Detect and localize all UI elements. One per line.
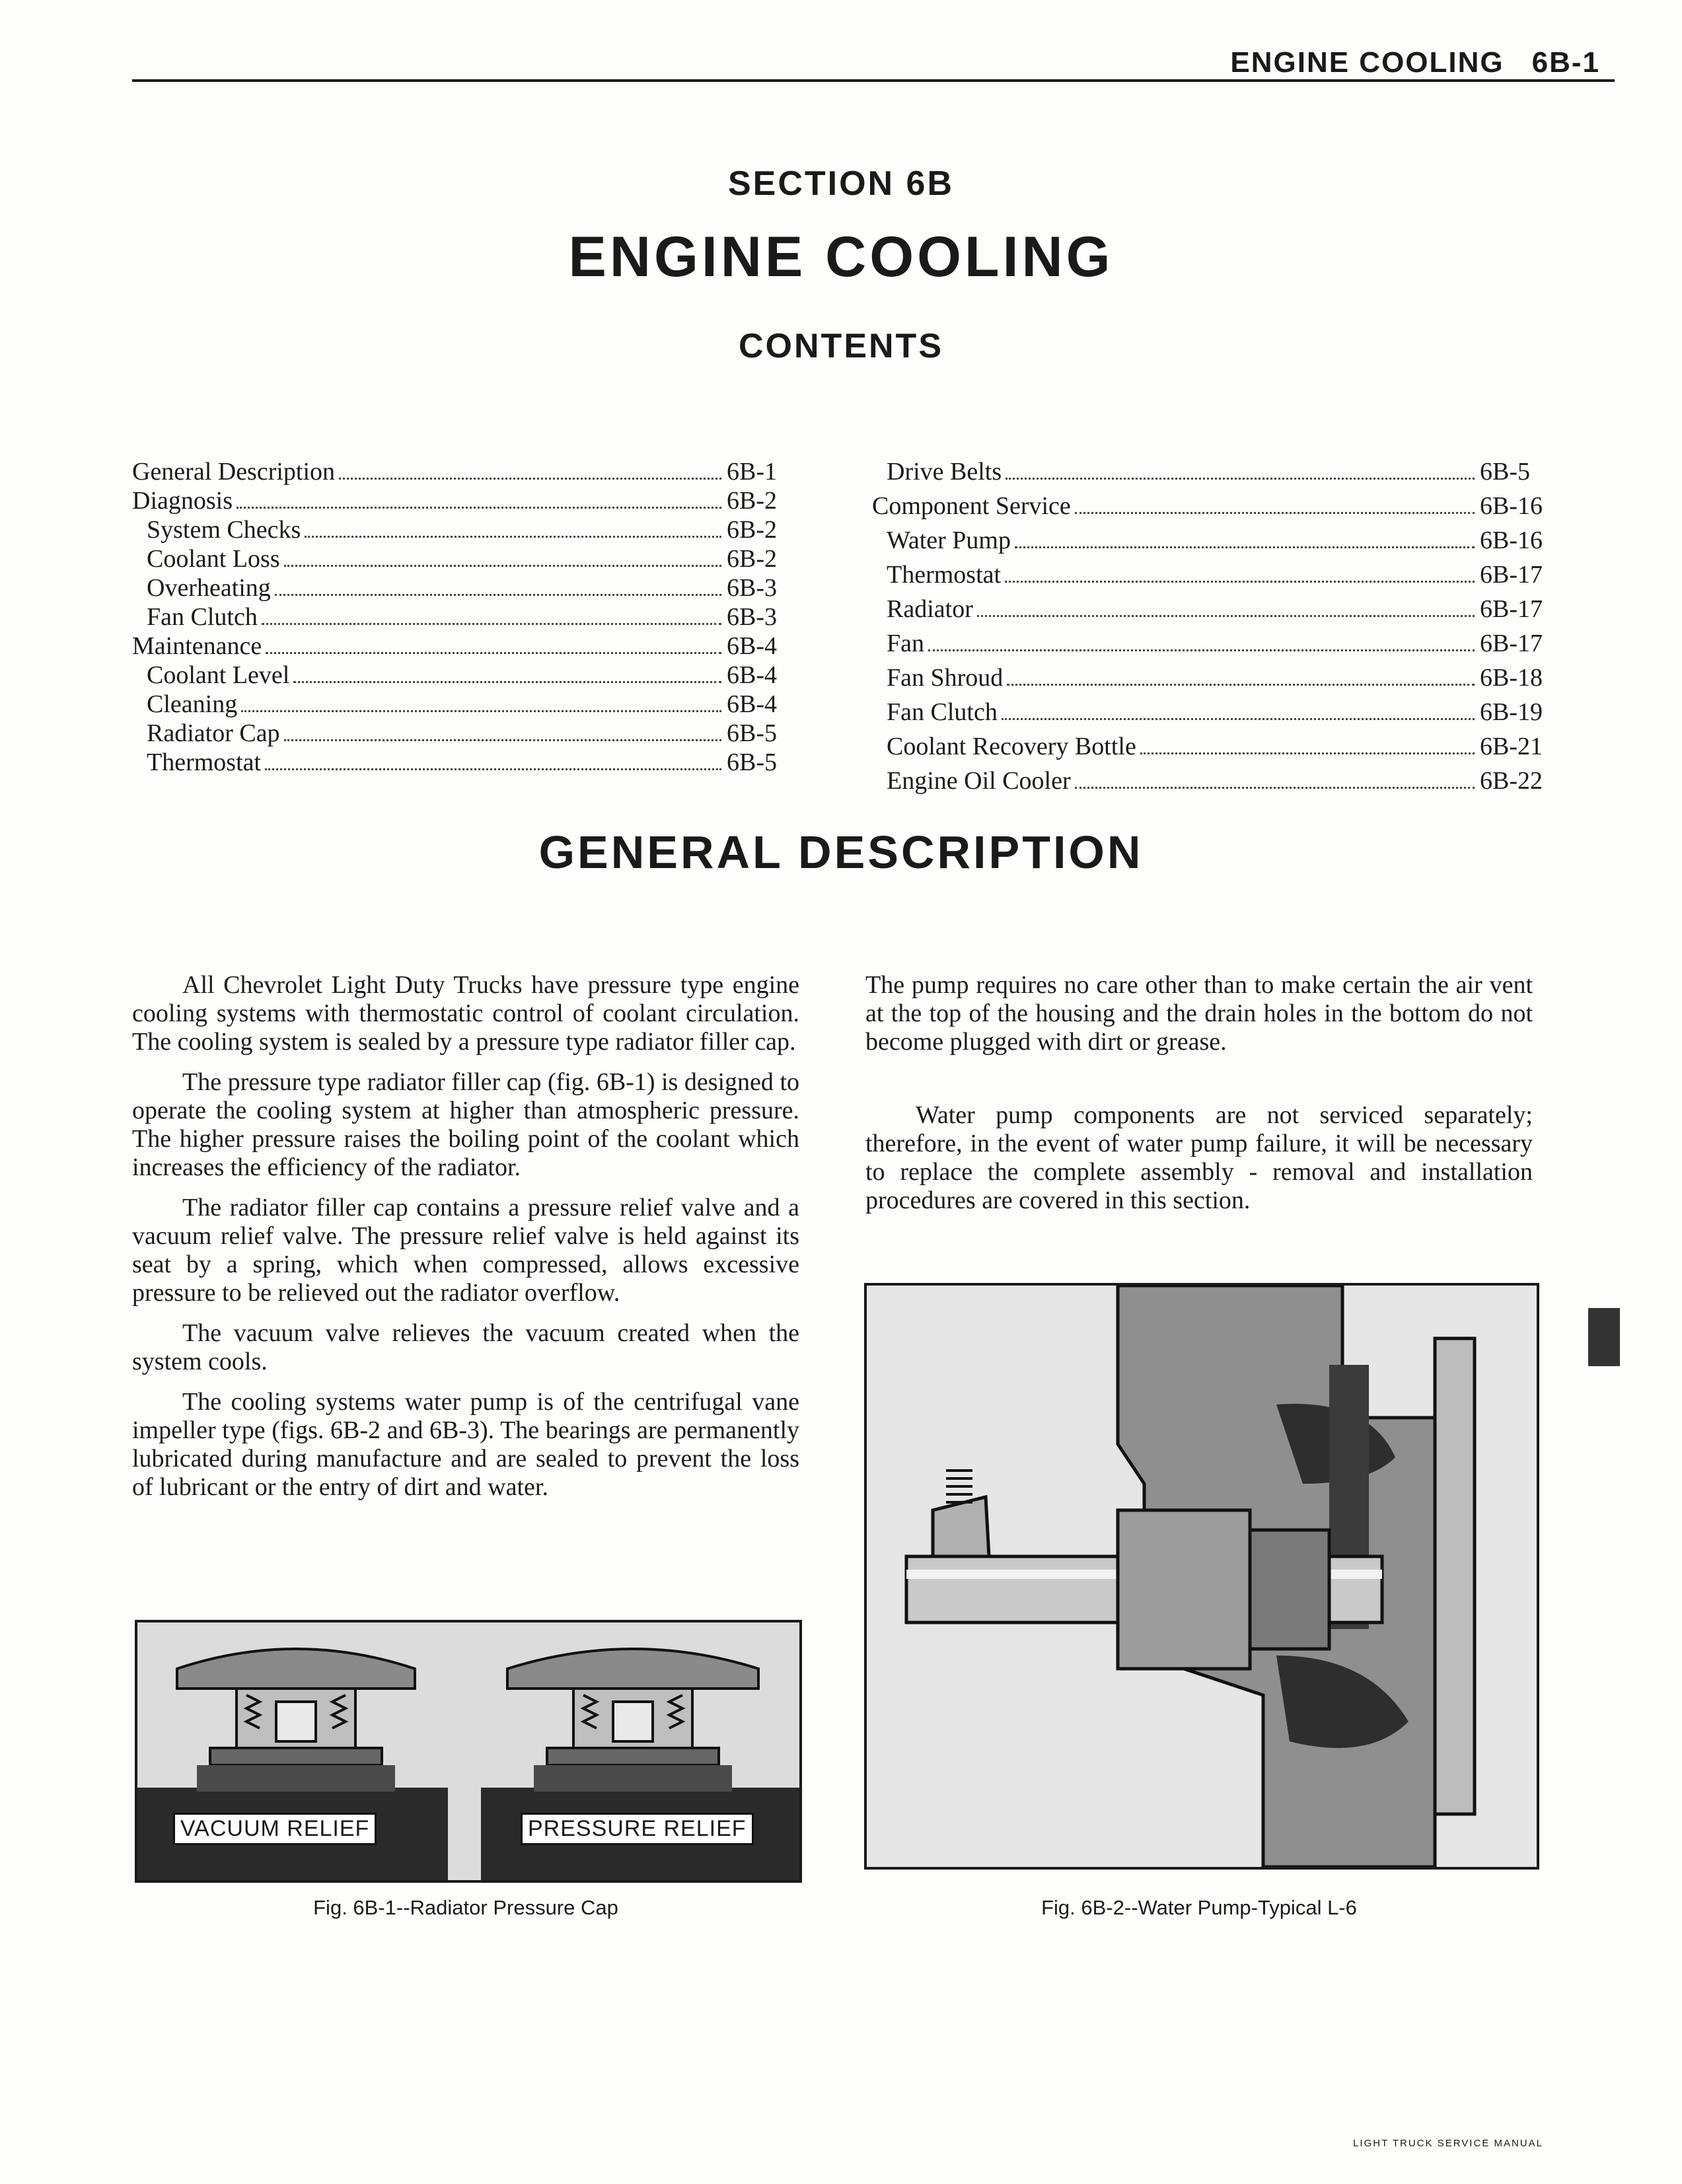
paragraph: The radiator filler cap contains a pressure relief valve and a vacuum relief valve. The pressure relief valve is held against its seat by a spring, which when compressed, allows excessive pressure to be relieved out the radiator overflow. bbox=[132, 1194, 799, 1307]
paragraph: The pump requires no care other than to make certain the air vent at the top of the housing and the drain holes in the bottom do not become plugged with dirt or grease. bbox=[865, 971, 1533, 1056]
paragraph: The vacuum valve relieves the vacuum created when the system cools. bbox=[132, 1319, 799, 1375]
toc-entry[interactable]: Radiator 6B-17 bbox=[887, 595, 1543, 623]
toc-entry[interactable]: Overheating 6B-3 bbox=[147, 574, 777, 602]
toc-entry[interactable]: Fan Clutch 6B-3 bbox=[147, 603, 777, 631]
toc-entry[interactable]: Fan Clutch 6B-19 bbox=[887, 698, 1543, 726]
toc-entry[interactable]: Component Service 6B-16 bbox=[872, 492, 1543, 520]
toc-entry[interactable]: Maintenance 6B-4 bbox=[132, 632, 777, 660]
paragraph: Water pump components are not serviced separately; therefore, in the event of water pump failure, it will be necessary to replace the complete assembly - removal and installation procedures are covered in this section. bbox=[865, 1101, 1533, 1214]
toc-entry[interactable]: Radiator Cap 6B-5 bbox=[147, 719, 777, 747]
water-pump-figure bbox=[864, 1283, 1539, 1870]
header-section-title: ENGINE COOLING bbox=[1230, 46, 1504, 79]
toc-entry[interactable]: Fan 6B-17 bbox=[887, 630, 1543, 657]
toc-left-column bbox=[132, 457, 793, 777]
toc-entry[interactable]: Drive Belts 6B-5 bbox=[887, 458, 1530, 486]
toc-entry[interactable]: Engine Oil Cooler 6B-22 bbox=[887, 767, 1543, 795]
running-header bbox=[1230, 46, 1600, 79]
general-description-heading: GENERAL DESCRIPTION bbox=[538, 826, 1144, 878]
toc-entry[interactable]: Cleaning 6B-4 bbox=[147, 690, 777, 718]
page-title: ENGINE COOLING bbox=[568, 225, 1114, 289]
section-label: SECTION 6B bbox=[727, 164, 955, 203]
toc-entry[interactable]: Coolant Loss 6B-2 bbox=[147, 545, 777, 573]
toc-entry[interactable]: Coolant Recovery Bottle 6B-21 bbox=[887, 733, 1543, 760]
section-tab-marker bbox=[1588, 1308, 1620, 1366]
body-right-column bbox=[865, 971, 1533, 1227]
toc-entry[interactable]: Thermostat 6B-17 bbox=[887, 561, 1543, 589]
paragraph: The pressure type radiator filler cap (fig. 6B-1) is designed to operate the cooling system at higher than atmospheric pressure. The higher pressure raises the boiling point of the coolant which increases the efficiency of the radiator. bbox=[132, 1068, 799, 1181]
figure-caption: Fig. 6B-2--Water Pump-Typical L-6 bbox=[1041, 1896, 1357, 1919]
water-pump-cross-section-illustration bbox=[867, 1286, 1537, 1867]
figure-caption: Fig. 6B-1--Radiator Pressure Cap bbox=[313, 1896, 618, 1919]
toc-entry[interactable]: Diagnosis 6B-2 bbox=[132, 487, 777, 515]
paragraph: All Chevrolet Light Duty Trucks have pressure type engine cooling systems with thermostatic control of coolant circulation. The cooling system is sealed by a pressure type radiator filler cap. bbox=[132, 971, 799, 1056]
header-rule bbox=[132, 79, 1615, 82]
footer-manual-name: LIGHT TRUCK SERVICE MANUAL bbox=[1353, 2138, 1543, 2149]
toc-right-column bbox=[872, 457, 1553, 801]
pressure-relief-label: PRESSURE RELIEF bbox=[521, 1813, 754, 1845]
toc-entry[interactable]: Fan Shroud 6B-18 bbox=[887, 664, 1543, 692]
vacuum-relief-label: VACUUM RELIEF bbox=[173, 1813, 377, 1845]
paragraph: The cooling systems water pump is of the centrifugal vane impeller type (figs. 6B-2 and 6B-3). The bearings are permanently lubricated during manufacture and are sealed to prevent the loss of lubricant or the entry of dirt and water. bbox=[132, 1388, 799, 1501]
toc-entry[interactable]: Water Pump 6B-16 bbox=[887, 527, 1543, 554]
body-left-column bbox=[132, 971, 799, 1513]
header-page-number: 6B-1 bbox=[1531, 46, 1600, 79]
toc-entry[interactable]: Coolant Level 6B-4 bbox=[147, 661, 777, 689]
toc-entry[interactable]: System Checks 6B-2 bbox=[147, 516, 777, 544]
toc-entry[interactable]: Thermostat 6B-5 bbox=[147, 748, 777, 776]
radiator-pressure-cap-figure bbox=[135, 1620, 802, 1883]
toc-entry[interactable]: General Description 6B-1 bbox=[132, 458, 777, 486]
contents-heading: CONTENTS bbox=[739, 327, 943, 365]
